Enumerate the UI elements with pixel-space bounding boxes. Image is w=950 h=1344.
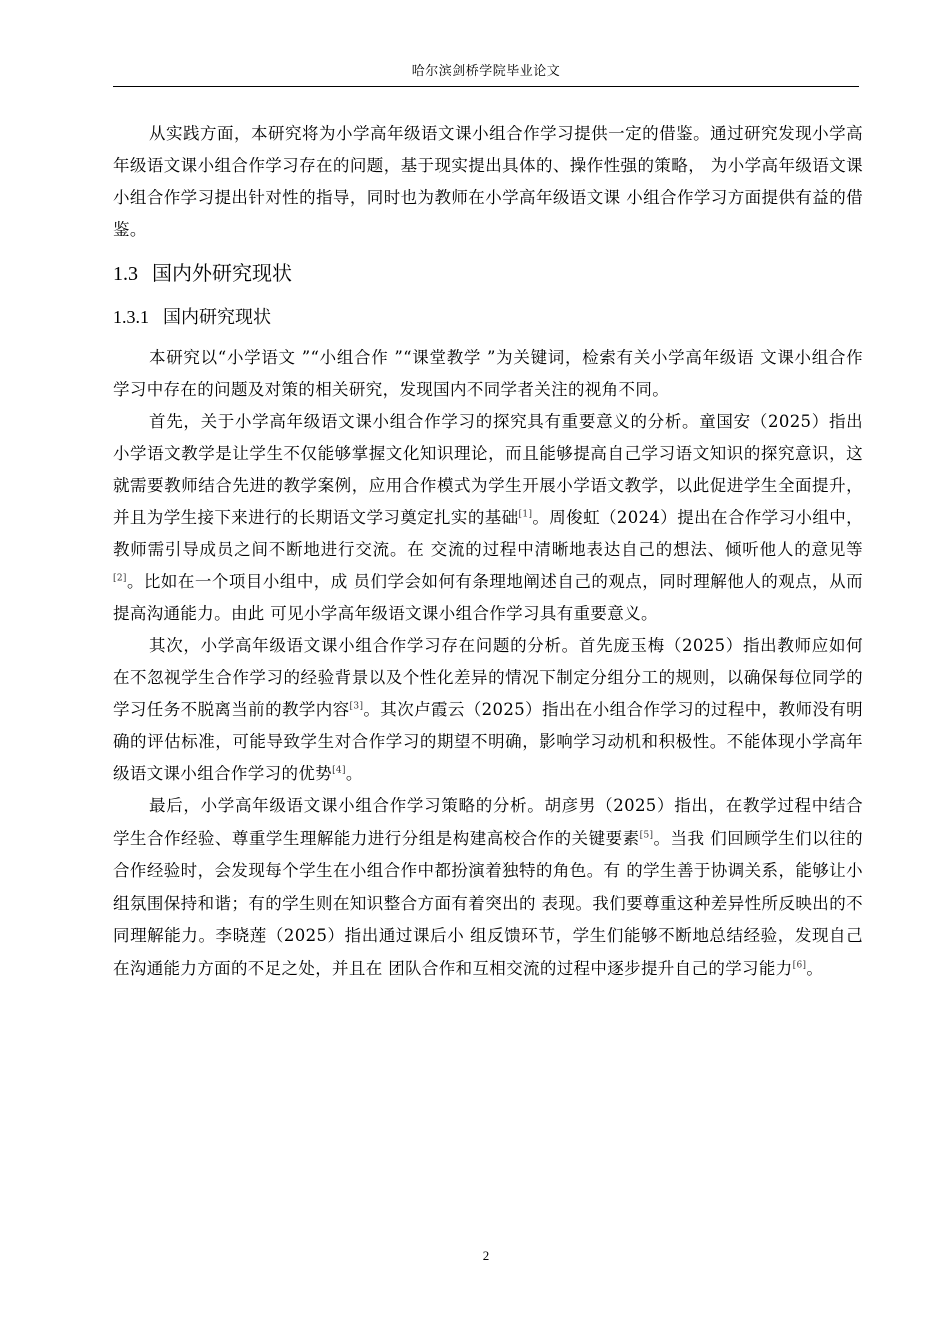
paragraph-text: 。其次卢霞云（2025）指出在小组合作学习的过程中，教师没有明确的评估标准，可能导致学生对合作学习的期望不明确，影响学习动机和积极性。不能体现小学高年级语文课小组合作学习的优势 — [113, 700, 863, 783]
paragraph-text: 最后，小学高年级语文课小组合作学习策略的分析。胡彦男（2025）指出，在教学过程中结合学生合作经验、尊重学生理解能力进行分组是构建高校合作的关键要素 — [113, 796, 863, 848]
citation-6: [6] — [792, 960, 807, 970]
subsection-title: 国内研究现状 — [163, 307, 271, 328]
intro-paragraph — [113, 118, 863, 246]
paragraph-keywords-text: 本研究以“小学语文 ”“小组合作 ”“课堂教学 ”为关键词，检索有关小学高年级语 文课小组合作学习中存在的问题及对策的相关研究，发现国内不同学者关注的视角不同。 — [113, 348, 863, 399]
paragraph-text: 。比如在一个项目小组中，成 员们学会如何有条理地阐述自己的观点，同时理解他人的观点，从而提高沟通能力。由此 可见小学高年级语文课小组合作学习具有重要意义。 — [113, 572, 863, 623]
citation-2: [2] — [113, 573, 127, 584]
paragraph-strategies — [113, 790, 863, 985]
page-body — [113, 118, 863, 985]
page-header: 哈尔滨剑桥学院毕业论文 — [411, 64, 561, 79]
paragraph-text: 。 — [806, 958, 824, 978]
citation-1: [1] — [518, 509, 533, 520]
header-rule — [113, 86, 859, 87]
subsection-heading — [113, 297, 863, 338]
paragraph-text: 。周俊虹（2024）提出在合作学习小组中，教师需引导成员之间不断地进行交流。在 交流的过程中清晰地表达自己的想法、倾听他人的意见等 — [113, 508, 863, 559]
paragraph-text: 。 — [345, 764, 363, 783]
section-title: 国内外研究现状 — [152, 261, 292, 285]
paragraph-significance — [113, 406, 863, 630]
subsection-number: 1.3.1 — [113, 307, 149, 327]
paragraph-text: 。当我 们回顾学生们以往的合作经验时，会发现每个学生在小组合作中都扮演着独特的角色。有 的学生善于协调关系，能够让小组氛围保持和谐；有的学生则在知识整合方面有着突出的 表现。我们要尊重这种差异性所反映出的不同理解能力。李晓莲（2025）指出通过课后小 组反馈环节，学生们能够不断地总结经验，发现自己在沟通能力方面的不足之处，并且在 团队合作和互相交流的过程中逐步提升自己的学习能力 — [113, 828, 863, 978]
citation-4: [4] — [332, 765, 346, 776]
citation-3: [3] — [349, 701, 364, 712]
intro-text: 从实践方面，本研究将为小学高年级语文课小组合作学习提供一定的借鉴。通过研究发现小学高年级语文课小组合作学习存在的问题，基于现实提出具体的、操作性强的策略， 为小学高年级语文课小组合作学习提出针对性的指导，同时也为教师在小学高年级语文课 小组合作学习方面提供有益的借鉴。 — [113, 124, 863, 239]
paragraph-text: 首先，关于小学高年级语文课小组合作学习的探究具有重要意义的分析。童国安（2025）指出小学语文教学是让学生不仅能够掌握文化知识理论，而且能够提高自己学习语文知识的探究意识，这就需要教师结合先进的教学案例，应用合作模式为学生开展小学语文教学，以此促进学生全面提升，并且为学生接下来进行的长期语文学习奠定扎实的基础 — [113, 412, 863, 527]
paragraph-text: 其次，小学高年级语文课小组合作学习存在问题的分析。首先庞玉梅（2025）指出教师应如何在不忽视学生合作学习的经验背景以及个性化差异的情况下制定分组分工的规则，以确保每位同学的学习任务不脱离当前的教学内容 — [113, 636, 863, 719]
citation-5: [5] — [639, 830, 654, 840]
section-heading — [113, 252, 863, 295]
section-number: 1.3 — [113, 263, 138, 285]
paragraph-keywords — [113, 342, 863, 406]
page-number: 2 — [482, 1248, 490, 1263]
paragraph-problems — [113, 630, 863, 790]
